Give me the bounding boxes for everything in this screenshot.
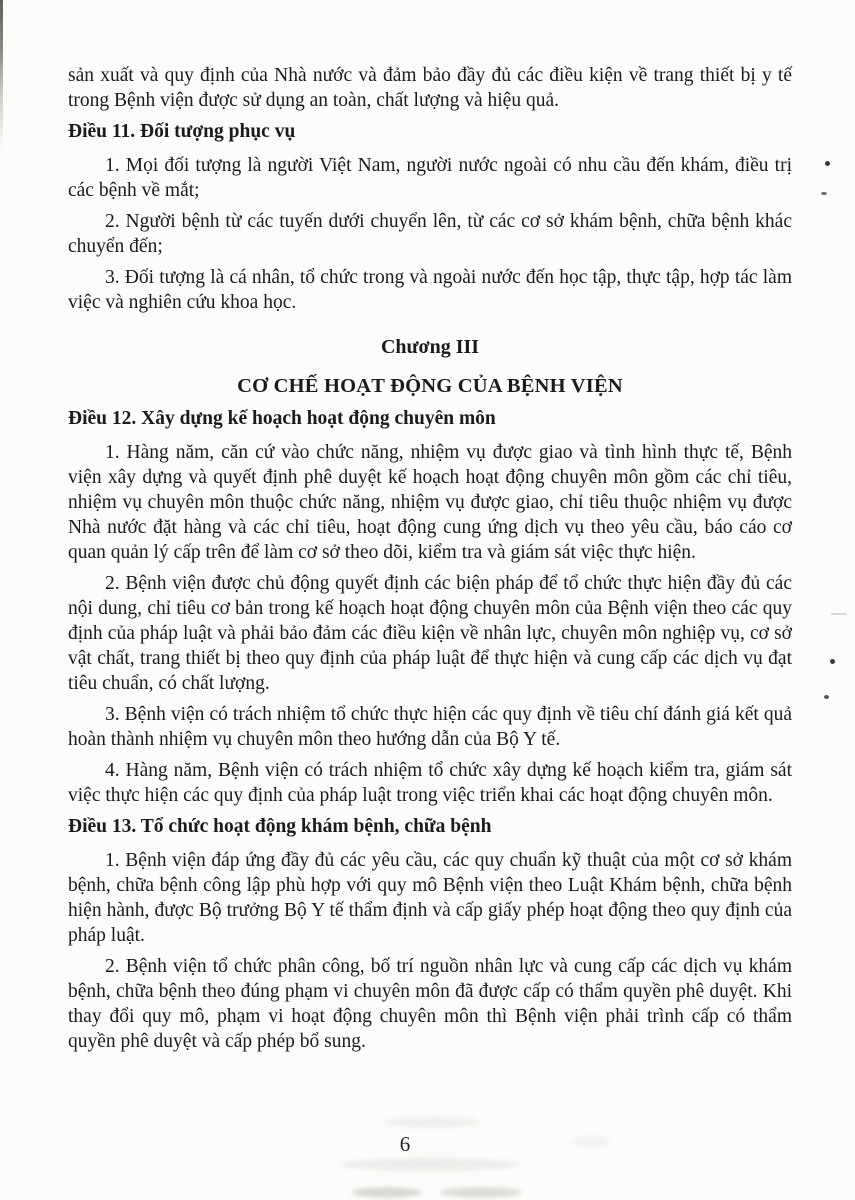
- scan-smudge: [340, 1158, 520, 1171]
- scan-smudge: [385, 1116, 480, 1128]
- scan-smudge: [352, 1187, 422, 1198]
- article-12-clause-1: 1. Hàng năm, căn cứ vào chức năng, nhiệm vụ được giao và tình hình thực tế, Bệnh viện xây dựng và quyết định phê duyệt kế hoạch hoạt động chuyên môn gồm các chỉ tiêu, nhiệm vụ chuyên môn thuộc chức năng, nhiệm vụ được giao, chỉ tiêu thuộc nhiệm vụ được Nhà nước đặt hàng và các chỉ tiêu, hoạt động cung ứng dịch vụ theo yêu cầu, báo cáo cơ quan quản lý cấp trên để làm cơ sở theo dõi, kiểm tra và giám sát việc thực hiện.: [68, 442, 792, 563]
- chapter-3-heading-block: [68, 335, 792, 399]
- article-11-clause-3: 3. Đối tượng là cá nhân, tổ chức trong và ngoài nước đến học tập, thực tập, hợp tác làm việc và nghiên cứu khoa học.: [68, 267, 792, 313]
- article-13-clause-1: 1. Bệnh viện đáp ứng đầy đủ các yêu cầu, các quy chuẩn kỹ thuật của một cơ sở khám bệnh, chữa bệnh công lập phù hợp với quy mô Bệnh viện theo Luật Khám bệnh, chữa bệnh hiện hành, được Bộ trưởng Bộ Y tế thẩm định và cấp giấy phép hoạt động theo quy định của pháp luật.: [68, 850, 792, 946]
- scan-speck: [830, 659, 835, 664]
- article-13-heading: Điều 13. Tổ chức hoạt động khám bệnh, chữa bệnh: [68, 816, 492, 837]
- page-number: 6: [399, 1132, 411, 1156]
- article-12-clause-4: 4. Hàng năm, Bệnh viện có trách nhiệm tổ chức xây dựng kế hoạch kiểm tra, giám sát việc thực hiện các quy định của pháp luật trong việc triển khai các hoạt động chuyên môn.: [68, 760, 792, 806]
- scan-speck: [831, 613, 847, 615]
- scan-speck: [824, 695, 829, 699]
- document-text-block: [68, 63, 792, 1060]
- scan-edge-shadow: [0, 0, 3, 150]
- article-11-clause-1: 1. Mọi đối tượng là người Việt Nam, người nước ngoài có nhu cầu đến khám, điều trị các bệnh về mắt;: [68, 155, 792, 201]
- chapter-3-label: Chương III: [380, 336, 480, 358]
- scan-smudge: [440, 1187, 522, 1198]
- article-13-clause-2: 2. Bệnh viện tổ chức phân công, bố trí nguồn nhân lực và cung cấp các dịch vụ khám bệnh, chữa bệnh theo đúng phạm vi chuyên môn đã được cấp có thẩm quyền phê duyệt. Khi thay đổi quy mô, phạm vi hoạt động chuyên môn thì Bệnh viện phải trình cấp có thẩm quyền phê duyệt và cấp phép bổ sung.: [68, 956, 792, 1052]
- scan-smudge: [572, 1136, 610, 1148]
- article-11-heading: Điều 11. Đối tượng phục vụ: [68, 121, 296, 142]
- paragraph-continued-from-previous-page: sản xuất và quy định của Nhà nước và đảm bảo đầy đủ các điều kiện về trang thiết bị y tế trong Bệnh viện được sử dụng an toàn, chất lượng và hiệu quả.: [68, 65, 792, 111]
- scan-speck: [825, 161, 830, 166]
- scan-speck: [821, 192, 827, 195]
- chapter-3-title: CƠ CHẾ HOẠT ĐỘNG CỦA BỆNH VIỆN: [237, 375, 623, 397]
- article-12-clause-3: 3. Bệnh viện có trách nhiệm tổ chức thực hiện các quy định về tiêu chí đánh giá kết quả hoàn thành nhiệm vụ chuyên môn theo hướng dẫn của Bộ Y tế.: [68, 704, 792, 750]
- article-12-heading: Điều 12. Xây dựng kế hoạch hoạt động chuyên môn: [68, 408, 496, 429]
- article-11-clause-2: 2. Người bệnh từ các tuyến dưới chuyển lên, từ các cơ sở khám bệnh, chữa bệnh khác chuyển đến;: [68, 211, 792, 257]
- article-12-clause-2: 2. Bệnh viện được chủ động quyết định các biện pháp để tổ chức thực hiện đầy đủ các nội dung, chỉ tiêu cơ bản trong kế hoạch hoạt động chuyên môn của Bệnh viện theo các quy định của pháp luật và phải bảo đảm các điều kiện về nhân lực, chuyên môn nghiệp vụ, cơ sở vật chất, trang thiết bị theo quy định của pháp luật để thực hiện và cung cấp các dịch vụ đạt tiêu chuẩn, có chất lượng.: [68, 573, 792, 694]
